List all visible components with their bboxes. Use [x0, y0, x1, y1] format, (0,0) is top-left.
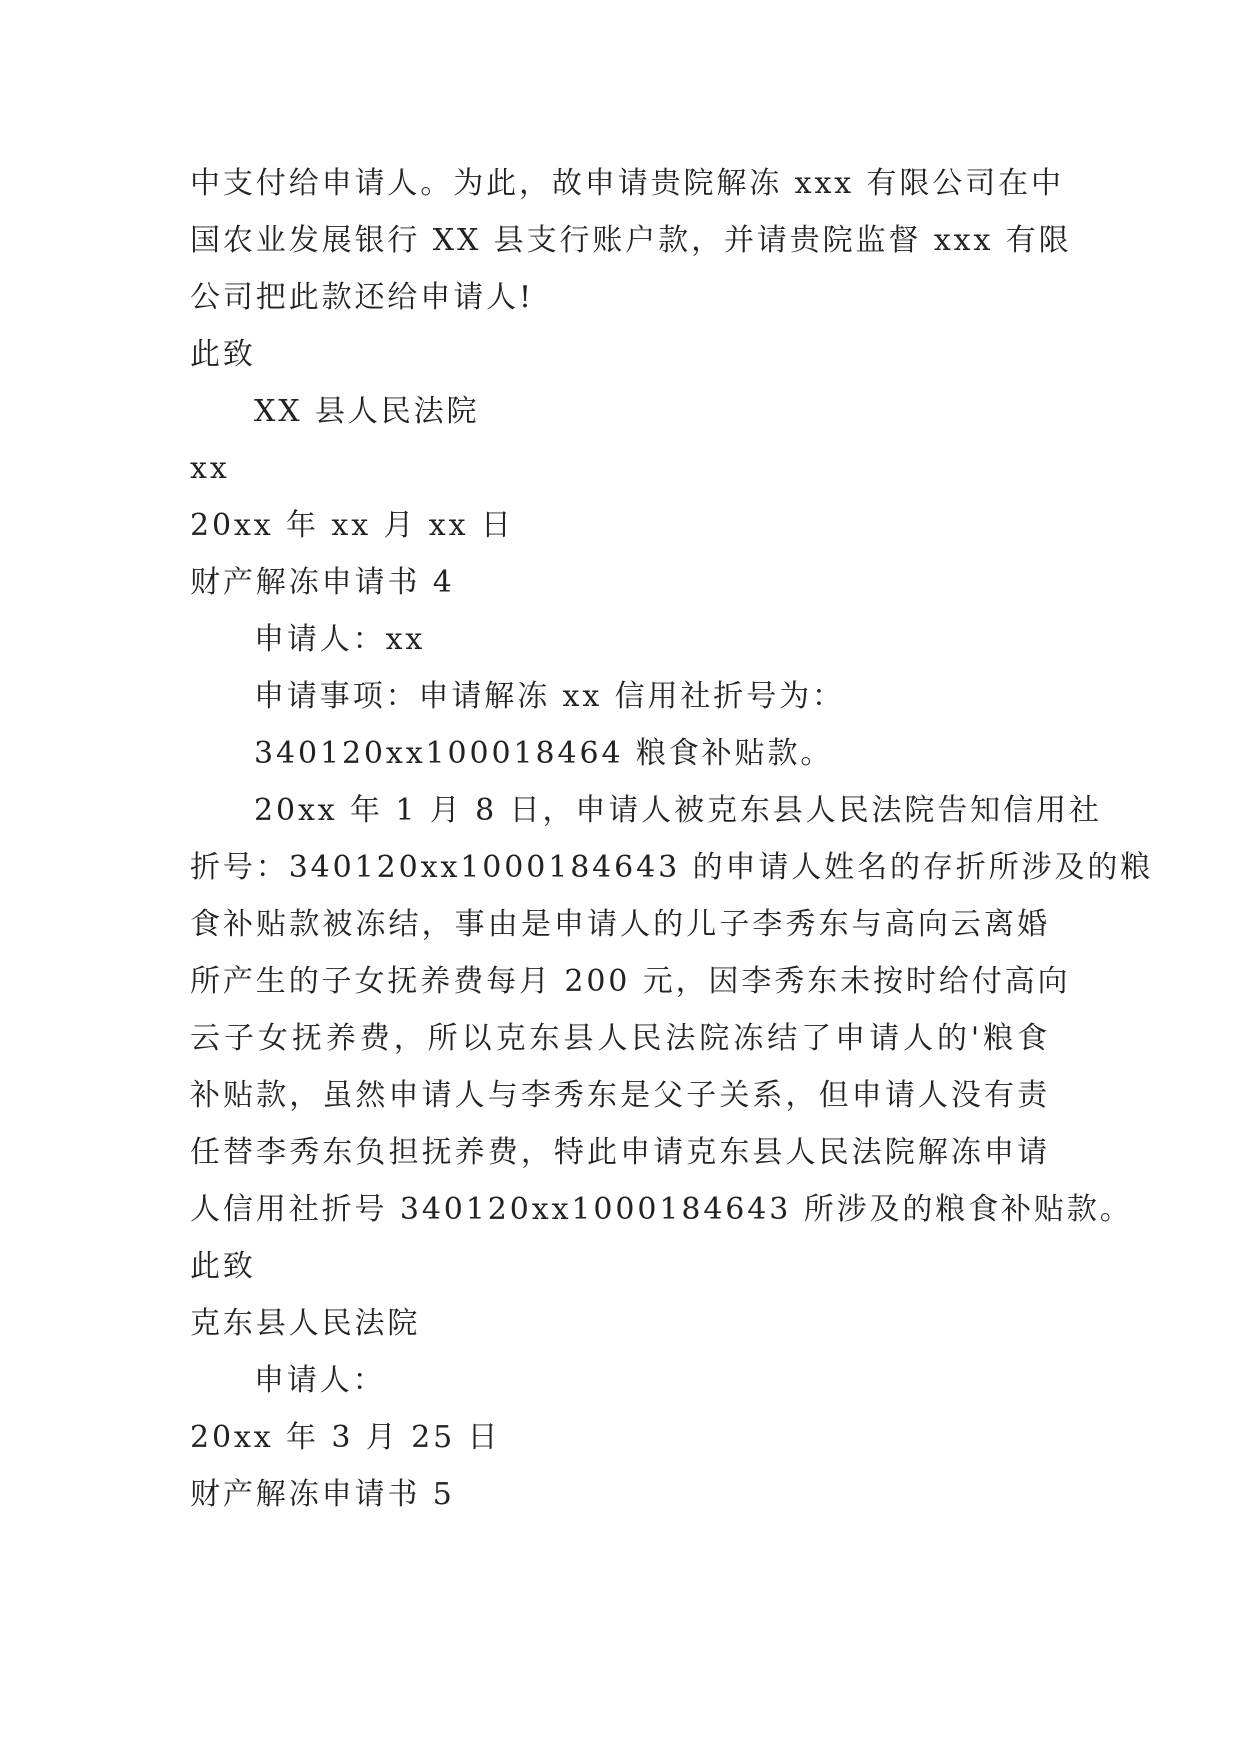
text-line: 公司把此款还给申请人!	[190, 280, 534, 315]
text-line: 云子女抚养费，所以克东县人民法院冻结了申请人的'粮食	[190, 1021, 1050, 1056]
section-title: 财产解冻申请书 4	[190, 565, 455, 600]
text-line: 任替李秀东负担抚养费，特此申请克东县人民法院解冻申请	[190, 1135, 1050, 1170]
text-line: 20xx 年 1 月 8 日，申请人被克东县人民法院告知信用社	[254, 793, 1102, 828]
request-line: 申请事项：申请解冻 xx 信用社折号为：	[254, 679, 845, 714]
salutation: 此致	[190, 1249, 256, 1284]
date-line: 20xx 年 xx 月 xx 日	[190, 508, 514, 543]
text-line: 折号：340120xx1000184643 的申请人姓名的存折所涉及的粮	[190, 850, 1154, 885]
section-title: 财产解冻申请书 5	[190, 1477, 455, 1512]
text-line: 补贴款，虽然申请人与李秀东是父子关系，但申请人没有责	[190, 1078, 1050, 1113]
signature-name: xx	[190, 451, 230, 486]
applicant-line: 申请人：xx	[254, 622, 426, 657]
text-line: 食补贴款被冻结，事由是申请人的儿子李秀东与高向云离婚	[190, 907, 1050, 942]
signature-label: 申请人：	[254, 1363, 386, 1398]
text-line: 中支付给申请人。为此，故申请贵院解冻 xxx 有限公司在中	[190, 166, 1064, 201]
text-line: 所产生的子女抚养费每月 200 元，因李秀东未按时给付高向	[190, 964, 1071, 999]
date-line: 20xx 年 3 月 25 日	[190, 1420, 501, 1455]
request-line: 340120xx100018464 粮食补贴款。	[254, 736, 834, 771]
salutation: 此致	[190, 337, 256, 372]
text-line: 人信用社折号 340120xx1000184643 所涉及的粮食补贴款。	[190, 1192, 1133, 1227]
addressee: XX 县人民法院	[254, 394, 480, 429]
addressee: 克东县人民法院	[190, 1306, 421, 1341]
text-line: 国农业发展银行 XX 县支行账户款，并请贵院监督 xxx 有限	[190, 223, 1072, 258]
